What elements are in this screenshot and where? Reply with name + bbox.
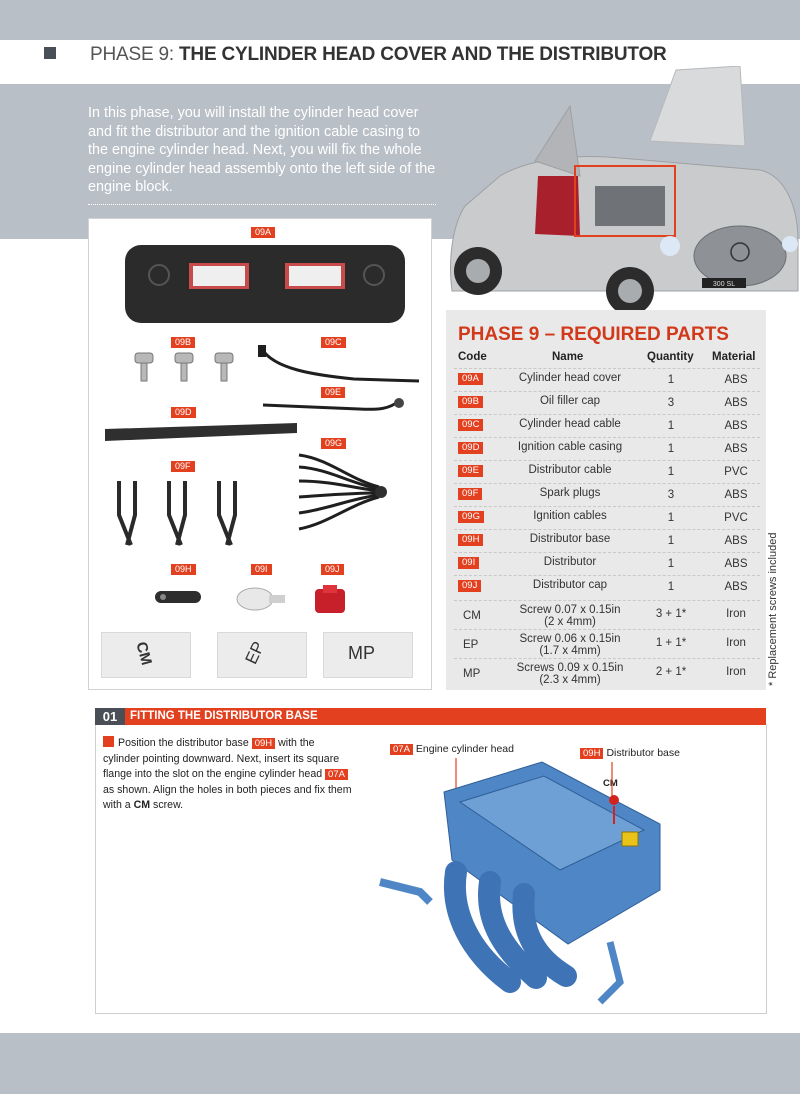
part-code: 09I bbox=[458, 557, 479, 569]
license-plate: 300 SL bbox=[712, 281, 736, 288]
cylinder-head-cable-image bbox=[254, 341, 424, 391]
part-material: PVC bbox=[724, 466, 748, 478]
oil-filler-caps-image bbox=[131, 349, 241, 385]
part-quantity: 1 bbox=[667, 535, 675, 547]
part-material: Iron bbox=[726, 666, 746, 678]
part-material: Iron bbox=[726, 637, 746, 649]
intro-divider bbox=[88, 204, 436, 205]
column-header-name: Name bbox=[552, 351, 584, 363]
screw-bag-cm: CM bbox=[101, 632, 191, 678]
ignition-cables-image bbox=[289, 449, 409, 539]
part-tag-09a: 09A bbox=[251, 227, 275, 238]
part-name: Distributor cable bbox=[528, 464, 612, 476]
step-number: 01 bbox=[95, 708, 125, 725]
callout-distributor-base: 09H Distributor base bbox=[580, 747, 680, 759]
row-divider bbox=[454, 529, 760, 530]
screw-bag-mp: MP bbox=[323, 632, 413, 678]
part-quantity: 2 + 1* bbox=[655, 666, 687, 678]
part-name: Cylinder head cover bbox=[518, 372, 622, 384]
row-divider bbox=[454, 414, 760, 415]
part-tag-09g: 09G bbox=[321, 438, 346, 449]
part-code: 09C bbox=[458, 419, 483, 431]
part-code: 09J bbox=[458, 580, 481, 592]
part-name: Screws 0.09 x 0.15in (2.3 x 4mm) bbox=[516, 662, 624, 686]
page-title: PHASE 9: THE CYLINDER HEAD COVER AND THE DISTRIBUTOR bbox=[90, 44, 667, 65]
part-name: Ignition cables bbox=[533, 510, 607, 522]
part-tag-09e: 09E bbox=[321, 387, 345, 398]
distributor-cap-image bbox=[311, 583, 351, 617]
car-image bbox=[440, 66, 800, 316]
part-code: MP bbox=[463, 668, 481, 680]
screw-bag-ep: EP bbox=[217, 632, 307, 678]
part-material: ABS bbox=[724, 443, 748, 455]
row-divider bbox=[454, 552, 760, 553]
step-instructions: Position the distributor base 09H with the cylinder pointing downward. Next, insert its square flange into the slot on the engine cylinder head 07A as shown. Align the holes in both pieces and fix them with a CM screw. bbox=[103, 737, 352, 812]
column-header-quantity: Quantity bbox=[647, 351, 694, 363]
parts-photo bbox=[88, 218, 432, 690]
part-tag-09b: 09B bbox=[171, 337, 195, 348]
part-quantity: 1 bbox=[667, 374, 675, 386]
title-bullet bbox=[44, 47, 56, 59]
column-header-code: Code bbox=[458, 351, 487, 363]
part-material: PVC bbox=[724, 512, 748, 524]
part-material: ABS bbox=[724, 420, 748, 432]
replacement-footnote: * Replacement screws included bbox=[767, 532, 779, 686]
part-name: Screw 0.06 x 0.15in (1.7 x 4mm) bbox=[519, 633, 621, 657]
engine-head-illustration bbox=[360, 752, 670, 1010]
part-code: 09G bbox=[458, 511, 484, 523]
spark-plugs-image bbox=[107, 475, 257, 555]
bottom-band bbox=[0, 1033, 800, 1094]
part-name: Oil filler cap bbox=[539, 395, 601, 407]
callout-engine-cylinder-head: 07A Engine cylinder head bbox=[390, 743, 514, 755]
part-name: Ignition cable casing bbox=[517, 441, 623, 453]
row-divider bbox=[454, 600, 760, 601]
part-tag-09h: 09H bbox=[171, 564, 196, 575]
part-name: Screw 0.07 x 0.15in (2 x 4mm) bbox=[519, 604, 621, 628]
part-code: 09H bbox=[458, 534, 483, 546]
row-divider bbox=[454, 629, 760, 630]
part-quantity: 3 bbox=[667, 489, 675, 501]
part-material: ABS bbox=[724, 374, 748, 386]
part-material: ABS bbox=[724, 558, 748, 570]
row-divider bbox=[454, 368, 760, 369]
part-name: Spark plugs bbox=[539, 487, 601, 499]
part-quantity: 1 + 1* bbox=[655, 637, 687, 649]
part-material: Iron bbox=[726, 608, 746, 620]
part-quantity: 1 bbox=[667, 443, 675, 455]
part-quantity: 3 + 1* bbox=[655, 608, 687, 620]
part-tag-09d: 09D bbox=[171, 407, 196, 418]
bullet-square bbox=[103, 736, 114, 747]
part-quantity: 3 bbox=[667, 397, 675, 409]
part-quantity: 1 bbox=[667, 558, 675, 570]
part-code: 09B bbox=[458, 396, 483, 408]
part-material: ABS bbox=[724, 397, 748, 409]
distributor-image bbox=[233, 583, 293, 613]
part-code: 09A bbox=[458, 373, 483, 385]
part-name: Distributor base bbox=[529, 533, 611, 545]
cylinder-head-cover-image bbox=[119, 235, 409, 331]
part-code: CM bbox=[463, 610, 481, 622]
step-title: FITTING THE DISTRIBUTOR BASE bbox=[130, 710, 318, 722]
row-divider bbox=[454, 437, 760, 438]
part-code: 09F bbox=[458, 488, 482, 500]
row-divider bbox=[454, 483, 760, 484]
part-tag-09i: 09I bbox=[251, 564, 272, 575]
top-band bbox=[0, 0, 800, 40]
part-material: ABS bbox=[724, 581, 748, 593]
callout-cm-screw: CM bbox=[603, 778, 618, 789]
part-material: ABS bbox=[724, 535, 748, 547]
row-divider bbox=[454, 575, 760, 576]
part-code: 09D bbox=[458, 442, 483, 454]
part-quantity: 1 bbox=[667, 466, 675, 478]
part-tag-09c: 09C bbox=[321, 337, 346, 348]
code-07a: 07A bbox=[325, 769, 348, 780]
part-tag-09j: 09J bbox=[321, 564, 344, 575]
part-code: 09E bbox=[458, 465, 483, 477]
part-name: Cylinder head cable bbox=[519, 418, 621, 430]
distributor-base-image bbox=[151, 585, 211, 609]
row-divider bbox=[454, 460, 760, 461]
code-09h: 09H bbox=[252, 738, 275, 749]
part-code: EP bbox=[463, 639, 479, 651]
ignition-cable-casing-image bbox=[101, 419, 301, 449]
required-parts-title: PHASE 9 – REQUIRED PARTS bbox=[458, 324, 729, 345]
intro-paragraph: In this phase, you will install the cylinder head cover and fit the distributor and the ignition cable casing to the engine cylinder head. Next, you will fix the whole engine cylinder head assembly onto the left side of the engine block. bbox=[88, 105, 436, 196]
part-quantity: 1 bbox=[667, 420, 675, 432]
part-name: Distributor bbox=[543, 556, 597, 568]
part-material: ABS bbox=[724, 489, 748, 501]
row-divider bbox=[454, 506, 760, 507]
part-name: Distributor cap bbox=[532, 579, 608, 591]
part-quantity: 1 bbox=[667, 581, 675, 593]
part-tag-09f: 09F bbox=[171, 461, 195, 472]
part-quantity: 1 bbox=[667, 512, 675, 524]
row-divider bbox=[454, 391, 760, 392]
row-divider bbox=[454, 658, 760, 659]
column-header-material: Material bbox=[712, 351, 756, 363]
